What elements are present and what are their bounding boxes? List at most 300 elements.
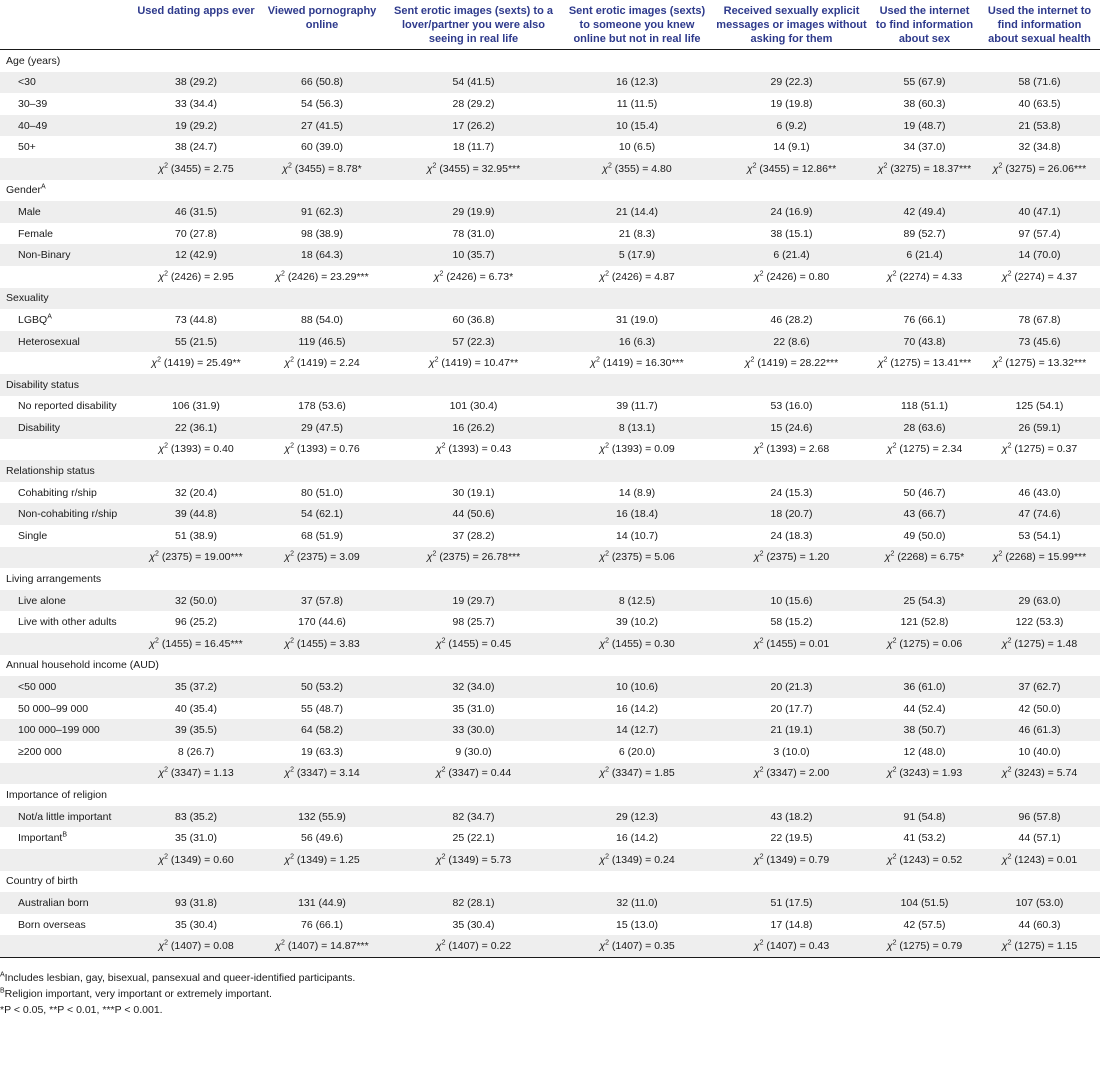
table-row <box>0 309 1100 331</box>
chi-power: 2 <box>281 939 285 947</box>
chi-power: 2 <box>605 442 609 450</box>
row-label-cell <box>0 72 134 94</box>
chi-value: (2426) = 4.87 <box>608 270 675 283</box>
chi-square-cell <box>386 935 561 957</box>
data-cell: 32 (34.0) <box>386 676 561 698</box>
empty-cell <box>713 460 870 482</box>
data-cell: 98 (38.9) <box>300 227 344 240</box>
data-cell: 51 (38.9) <box>174 529 218 542</box>
data-cell: 10 (10.6) <box>561 676 713 698</box>
chi-value: (3347) = 2.00 <box>763 767 830 780</box>
chi-symbol: χ <box>282 162 289 175</box>
data-cell: 38 (60.3) <box>903 97 946 110</box>
empty-cell <box>979 871 1100 893</box>
chi-power: 2 <box>290 442 294 450</box>
empty-cell <box>979 288 1100 310</box>
empty-cell <box>134 460 258 482</box>
chi-square-cell <box>134 763 258 785</box>
data-cell: 38 (50.7) <box>870 719 979 741</box>
chi-value: (1407) = 14.87 <box>284 940 357 953</box>
chi-square-row <box>0 266 1100 288</box>
significance-mark: ** <box>509 357 519 370</box>
empty-cell <box>134 871 258 893</box>
row-label-cell <box>0 93 134 115</box>
row-label: Heterosexual <box>18 335 80 348</box>
data-cell: 93 (31.8) <box>134 892 258 914</box>
chi-value: (2426) = 0.80 <box>763 270 830 283</box>
data-cell: 14 (10.7) <box>615 529 659 542</box>
chi-symbol: χ <box>753 270 760 283</box>
chi-power: 2 <box>288 162 292 170</box>
empty-cell <box>258 50 386 72</box>
chi-value: (1349) = 0.60 <box>167 853 234 866</box>
data-cell: 91 (54.8) <box>870 806 979 828</box>
chi-power: 2 <box>605 550 609 558</box>
table-row <box>0 806 1100 828</box>
chi-square-cell <box>134 547 258 569</box>
significance-mark: *** <box>507 162 521 175</box>
chi-symbol: χ <box>284 767 291 780</box>
data-cell: 60 (36.8) <box>452 313 495 326</box>
empty-cell <box>386 288 561 310</box>
section-header-row <box>0 871 1100 893</box>
chi-power: 2 <box>439 270 444 278</box>
chi-symbol: χ <box>886 767 893 780</box>
row-label-cell <box>0 201 134 223</box>
chi-value: (1455) = 0.45 <box>445 637 512 650</box>
chi-power: 2 <box>164 853 168 861</box>
row-label: Australian born <box>18 896 89 909</box>
data-cell: 10 (40.0) <box>1018 745 1061 758</box>
chi-value: (2375) = 1.20 <box>763 551 830 564</box>
data-cell: 53 (16.0) <box>770 400 813 413</box>
chi-power: 2 <box>441 442 446 450</box>
chi-symbol: χ <box>1001 270 1008 283</box>
chi-symbol: χ <box>753 443 760 456</box>
row-label: Born overseas <box>18 918 86 931</box>
data-cell: 27 (41.5) <box>258 115 386 137</box>
empty-cell <box>0 439 134 461</box>
row-label: Disability <box>18 421 61 434</box>
chi-square-cell <box>561 849 713 871</box>
section-header-row <box>0 374 1100 396</box>
data-cell: 125 (54.1) <box>1015 400 1064 413</box>
row-label-cell <box>0 806 134 828</box>
data-cell: 20 (21.3) <box>713 676 870 698</box>
section-title: Living arrangements <box>6 573 102 586</box>
section-title-cell <box>0 374 134 396</box>
chi-square-cell <box>979 633 1100 655</box>
row-label-cell <box>0 115 134 137</box>
chi-power: 2 <box>607 162 612 170</box>
empty-cell <box>561 871 713 893</box>
chi-power: 2 <box>759 766 764 774</box>
chi-power: 2 <box>890 550 895 558</box>
section-title-cell <box>0 568 134 590</box>
chi-square-cell <box>258 849 386 871</box>
data-cell: 28 (63.6) <box>870 417 979 439</box>
empty-cell <box>134 180 258 202</box>
data-cell: 8 (13.1) <box>561 417 713 439</box>
chi-value: (1275) = 1.48 <box>1011 637 1078 650</box>
row-label-cell <box>0 719 134 741</box>
data-cell: 24 (18.3) <box>770 529 813 542</box>
chi-power: 2 <box>892 637 897 645</box>
chi-symbol: χ <box>426 162 433 175</box>
chi-symbol: χ <box>753 853 760 866</box>
data-cell: 35 (30.4) <box>452 918 495 931</box>
data-cell: 32 (50.0) <box>134 590 258 612</box>
data-cell: 33 (34.4) <box>174 97 218 110</box>
empty-cell <box>258 460 386 482</box>
chi-power: 2 <box>164 766 168 774</box>
section-title: Annual household income (AUD) <box>6 659 159 672</box>
row-label-cell <box>0 482 134 504</box>
chi-square-cell <box>870 935 979 957</box>
chi-power: 2 <box>759 270 764 278</box>
section-header-row <box>0 50 1100 72</box>
chi-square-cell <box>979 266 1100 288</box>
empty-cell <box>134 50 258 72</box>
data-cell: 38 (24.7) <box>174 141 218 154</box>
empty-cell <box>713 655 870 677</box>
chi-value: (1407) = 0.35 <box>608 940 675 953</box>
significance-mark: *** <box>958 162 972 175</box>
data-cell: 41 (53.2) <box>903 832 946 845</box>
data-cell: 3 (10.0) <box>773 745 810 758</box>
data-cell: 39 (10.2) <box>615 616 659 629</box>
chi-value: (355) = 4.80 <box>611 162 672 175</box>
empty-cell <box>979 568 1100 590</box>
data-cell: 118 (51.1) <box>900 400 949 413</box>
empty-cell <box>713 50 870 72</box>
data-cell: 70 (27.8) <box>174 227 218 240</box>
data-cell: 56 (49.6) <box>300 832 344 845</box>
data-cell: 16 (12.3) <box>561 72 713 94</box>
chi-symbol: χ <box>886 853 893 866</box>
chi-symbol: χ <box>158 270 165 283</box>
chi-value: (2426) = 2.95 <box>167 270 234 283</box>
chi-square-row <box>0 633 1100 655</box>
data-cell: 19 (29.7) <box>386 590 561 612</box>
significance-mark: *** <box>356 270 369 283</box>
chi-square-cell <box>870 266 979 288</box>
data-cell: 32 (34.8) <box>1018 141 1061 154</box>
chi-value: (1393) = 0.09 <box>608 443 675 456</box>
data-cell: 36 (61.0) <box>870 676 979 698</box>
chi-symbol: χ <box>426 551 433 564</box>
chi-square-cell <box>561 352 713 374</box>
footnote-mark: B <box>0 987 5 995</box>
empty-cell <box>713 374 870 396</box>
chi-square-cell <box>258 266 386 288</box>
row-label-cell <box>0 525 134 547</box>
data-cell: 40 (63.5) <box>1018 97 1061 110</box>
empty-cell <box>258 655 386 677</box>
empty-cell <box>713 288 870 310</box>
data-cell: 39 (11.7) <box>616 400 658 413</box>
table-row <box>0 741 1100 763</box>
section-header-row <box>0 784 1100 806</box>
empty-cell <box>713 784 870 806</box>
data-cell: 33 (30.0) <box>386 719 561 741</box>
chi-square-cell <box>979 849 1100 871</box>
chi-power: 2 <box>290 853 294 861</box>
empty-cell <box>258 374 386 396</box>
empty-cell <box>134 784 258 806</box>
data-cell: 30 (19.1) <box>452 486 495 499</box>
chi-symbol: χ <box>158 443 165 456</box>
chi-square-cell <box>561 547 713 569</box>
empty-cell <box>386 374 561 396</box>
chi-value: (3243) = 1.93 <box>896 767 963 780</box>
chi-square-cell <box>258 763 386 785</box>
data-cell: 16 (14.2) <box>615 832 659 845</box>
table-row <box>0 244 1100 266</box>
data-cell: 51 (17.5) <box>713 892 870 914</box>
data-cell: 22 (36.1) <box>134 417 258 439</box>
empty-cell <box>561 460 713 482</box>
chi-square-cell <box>713 763 870 785</box>
data-cell: 14 (70.0) <box>979 244 1100 266</box>
chi-square-cell <box>979 439 1100 461</box>
data-cell: 53 (54.1) <box>1018 529 1061 542</box>
chi-power: 2 <box>759 853 764 861</box>
data-cell: 25 (54.3) <box>870 590 979 612</box>
header-cell-2: Viewed pornography online <box>258 0 386 50</box>
chi-value: (1419) = 2.24 <box>293 357 360 370</box>
data-cell: 10 (6.5) <box>618 141 656 154</box>
chi-value: (2375) = 19.00 <box>158 551 231 564</box>
section-title: Importance of religion <box>6 788 107 801</box>
data-cell: 42 (50.0) <box>1018 702 1061 715</box>
data-cell: 121 (52.8) <box>900 616 949 629</box>
table-row <box>0 115 1100 137</box>
chi-square-cell <box>258 547 386 569</box>
data-cell: 54 (41.5) <box>386 72 561 94</box>
chi-square-cell <box>134 266 258 288</box>
chi-power: 2 <box>164 162 168 170</box>
chi-square-row <box>0 547 1100 569</box>
chi-power: 2 <box>596 356 600 364</box>
table-row <box>0 525 1100 547</box>
chi-symbol: χ <box>428 357 435 370</box>
chi-square-cell <box>713 633 870 655</box>
row-label-cell <box>0 892 134 914</box>
significance-mark: *** <box>507 551 521 564</box>
significance-mark: *** <box>230 637 243 650</box>
chi-square-cell <box>258 935 386 957</box>
empty-cell <box>561 784 713 806</box>
chi-value: (1393) = 0.40 <box>167 443 234 456</box>
table-row <box>0 914 1100 936</box>
data-cell: 10 (35.7) <box>386 244 561 266</box>
section-title: Gender <box>6 184 42 197</box>
chi-value: (1275) = 0.79 <box>896 940 963 953</box>
data-cell: 97 (57.4) <box>1018 227 1061 240</box>
significance-mark: * <box>960 551 965 564</box>
empty-cell <box>561 288 713 310</box>
table-row <box>0 136 1100 158</box>
row-label-cell <box>0 417 134 439</box>
data-cell: 31 (19.0) <box>615 313 659 326</box>
section-title-cell <box>0 655 159 677</box>
chi-power: 2 <box>605 270 609 278</box>
chi-square-cell <box>561 266 713 288</box>
empty-cell <box>386 871 561 893</box>
chi-value: (3347) = 1.85 <box>608 767 675 780</box>
chi-value: (1349) = 0.79 <box>763 853 830 866</box>
empty-cell <box>386 50 561 72</box>
chi-symbol: χ <box>1001 443 1008 456</box>
chi-value: (1275) = 0.37 <box>1011 443 1078 456</box>
chi-symbol: χ <box>435 940 442 953</box>
chi-square-row <box>0 158 1100 180</box>
chi-power: 2 <box>883 356 888 364</box>
data-cell: 6 (20.0) <box>618 745 656 758</box>
chi-symbol: χ <box>599 551 606 564</box>
section-title-cell <box>0 871 134 893</box>
data-cell: 54 (62.1) <box>258 503 386 525</box>
chi-value: (1275) = 2.34 <box>896 443 963 456</box>
chi-power: 2 <box>883 162 888 170</box>
row-label: Cohabiting r/ship <box>18 486 97 499</box>
chi-power: 2 <box>1007 853 1012 861</box>
empty-cell <box>561 180 713 202</box>
chi-value: (3243) = 5.74 <box>1011 767 1078 780</box>
chi-symbol: χ <box>884 551 891 564</box>
data-cell: 8 (12.5) <box>561 590 713 612</box>
empty-cell <box>561 374 713 396</box>
row-label: Live alone <box>18 594 66 607</box>
chi-power: 2 <box>157 356 161 364</box>
data-cell: 89 (52.7) <box>903 227 946 240</box>
chi-value: (1419) = 25.49 <box>160 357 233 370</box>
chi-square-cell <box>979 158 1100 180</box>
header-cell-6: Used the internet to find information about sex <box>870 0 979 50</box>
data-cell: 29 (12.3) <box>561 806 713 828</box>
row-label-cell <box>0 331 134 353</box>
row-label: 50 000–99 000 <box>18 702 89 715</box>
chi-symbol: χ <box>599 270 606 283</box>
data-cell: 44 (60.3) <box>1018 918 1061 931</box>
chi-square-cell <box>134 633 258 655</box>
chi-square-cell <box>713 935 870 957</box>
chi-symbol: χ <box>435 443 442 456</box>
chi-value: (1349) = 5.73 <box>445 853 512 866</box>
chi-symbol: χ <box>284 357 291 370</box>
row-label: Live with other adults <box>18 616 117 629</box>
data-cell: 38 (29.2) <box>134 72 258 94</box>
chi-power: 2 <box>441 939 446 947</box>
data-cell: 82 (34.7) <box>386 806 561 828</box>
data-cell: 35 (37.2) <box>134 676 258 698</box>
row-label: ≥200 000 <box>18 745 62 758</box>
chi-symbol: χ <box>275 270 282 283</box>
table-row <box>0 201 1100 223</box>
chi-square-cell <box>134 439 258 461</box>
row-label: LGBQ <box>18 313 48 326</box>
chi-symbol: χ <box>149 637 156 650</box>
empty-cell <box>386 180 561 202</box>
chi-square-cell <box>870 849 979 871</box>
empty-cell <box>0 547 134 569</box>
data-cell: 49 (50.0) <box>903 529 946 542</box>
chi-square-cell <box>386 158 561 180</box>
chi-value: (1455) = 0.01 <box>763 637 830 650</box>
table-body <box>0 50 1100 958</box>
chi-value: (3275) = 18.37 <box>887 162 959 175</box>
row-label-sup: B <box>62 831 68 839</box>
data-cell: 60 (39.0) <box>300 141 344 154</box>
chi-value: (2426) = 23.29 <box>284 270 357 283</box>
data-cell: 9 (30.0) <box>455 745 492 758</box>
chi-power: 2 <box>281 270 285 278</box>
data-cell: 5 (17.9) <box>561 244 713 266</box>
table-row <box>0 827 1100 849</box>
chi-power: 2 <box>759 939 764 947</box>
data-cell: 68 (51.9) <box>300 529 344 542</box>
empty-cell <box>870 871 979 893</box>
empty-cell <box>713 871 870 893</box>
chi-power: 2 <box>605 853 609 861</box>
chi-symbol: χ <box>746 162 753 175</box>
chi-power: 2 <box>1007 766 1012 774</box>
chi-power: 2 <box>892 853 897 861</box>
chi-square-row <box>0 439 1100 461</box>
chi-square-row <box>0 352 1100 374</box>
data-cell: 12 (42.9) <box>134 244 258 266</box>
data-cell: 82 (28.1) <box>386 892 561 914</box>
data-cell: 122 (53.3) <box>1015 616 1064 629</box>
chi-symbol: χ <box>599 767 606 780</box>
data-cell: 64 (58.2) <box>258 719 386 741</box>
data-cell: 46 (28.2) <box>770 313 813 326</box>
data-cell: 44 (57.1) <box>1018 832 1061 845</box>
chi-value: (1349) = 1.25 <box>293 853 360 866</box>
header-cell-3: Sent erotic images (sexts) to a lover/partner you were also seeing in real life <box>386 0 561 50</box>
chi-square-cell <box>713 158 870 180</box>
significance-mark: *** <box>671 357 684 370</box>
data-cell: 66 (50.8) <box>258 72 386 94</box>
data-cell: 37 (57.8) <box>258 590 386 612</box>
chi-symbol: χ <box>1001 637 1008 650</box>
chi-symbol: χ <box>886 940 893 953</box>
footnote-text: Religion important, very important or extremely important. <box>4 987 272 1000</box>
chi-value: (1455) = 16.45 <box>158 637 231 650</box>
data-cell: 10 (15.4) <box>561 115 713 137</box>
data-cell: 91 (62.3) <box>258 201 386 223</box>
chi-value: (1419) = 10.47 <box>438 357 510 370</box>
data-cell: 37 (28.2) <box>452 529 495 542</box>
chi-square-cell <box>386 633 561 655</box>
empty-cell <box>386 655 561 677</box>
row-label: <30 <box>18 76 36 89</box>
significance-mark: *** <box>958 357 972 370</box>
empty-cell <box>870 288 979 310</box>
data-cell: 42 (57.5) <box>903 918 946 931</box>
chi-square-cell <box>979 763 1100 785</box>
empty-cell <box>870 568 979 590</box>
table-footnotes <box>0 958 1100 1018</box>
empty-cell <box>870 374 979 396</box>
data-cell: 38 (15.1) <box>770 227 813 240</box>
footnote-text: Includes lesbian, gay, bisexual, pansexual and queer-identified participants. <box>4 971 356 984</box>
data-cell: 18 (20.7) <box>713 503 870 525</box>
chi-square-cell <box>870 158 979 180</box>
data-cell: 21 (8.3) <box>618 227 656 240</box>
chi-value: (1419) = 28.22 <box>754 357 826 370</box>
